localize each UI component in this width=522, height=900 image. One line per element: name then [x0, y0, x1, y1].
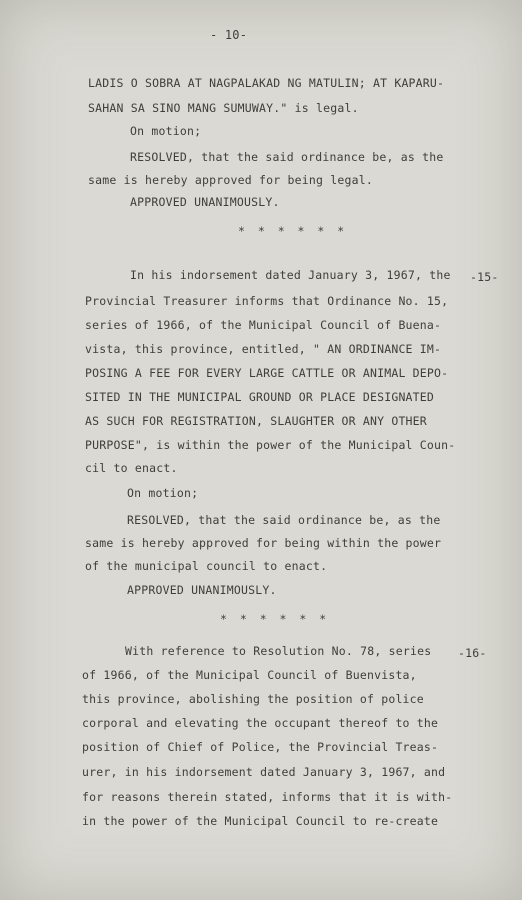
separator-stars: * * * * * * [238, 224, 348, 238]
text-line: in the power of the Municipal Council to re-create [82, 814, 439, 828]
margin-item-number: -15- [470, 270, 499, 284]
margin-item-number: -16- [458, 646, 487, 660]
text-line: this province, abolishing the position of police [82, 692, 424, 706]
text-line: of 1966, of the Municipal Council of Buenvista, [82, 668, 417, 682]
text-line: APPROVED UNANIMOUSLY. [130, 195, 280, 209]
text-line: PURPOSE", is within the power of the Municipal Coun- [85, 438, 456, 452]
text-line: LADIS O SOBRA AT NAGPALAKAD NG MATULIN; AT KAPARU- [88, 76, 445, 90]
text-line: of the municipal council to enact. [85, 559, 328, 573]
text-line: same is hereby approved for being within the power [85, 536, 442, 550]
text-line: RESOLVED, that the said ordinance be, as the [127, 513, 441, 527]
text-line: RESOLVED, that the said ordinance be, as the [130, 150, 444, 164]
text-line: position of Chief of Police, the Provincial Treas- [82, 740, 439, 754]
text-line: POSING A FEE FOR EVERY LARGE CATTLE OR ANIMAL DEPO- [85, 366, 449, 380]
text-line: In his indorsement dated January 3, 1967, the [130, 268, 451, 282]
text-line: cil to enact. [85, 461, 178, 475]
text-line: On motion; [127, 486, 199, 500]
text-line: On motion; [130, 124, 202, 138]
text-line: urer, in his indorsement dated January 3, 1967, and [82, 765, 446, 779]
text-line: series of 1966, of the Municipal Council of Buena- [85, 318, 442, 332]
text-line: SITED IN THE MUNICIPAL GROUND OR PLACE DESIGNATED [85, 390, 435, 404]
text-line: SAHAN SA SINO MANG SUMUWAY." is legal. [88, 101, 359, 115]
text-line: for reasons therein stated, informs that it is with- [82, 790, 453, 804]
text-line: vista, this province, entitled, " AN ORDINANCE IM- [85, 342, 442, 356]
text-line: AS SUCH FOR REGISTRATION, SLAUGHTER OR ANY OTHER [85, 414, 427, 428]
text-line: APPROVED UNANIMOUSLY. [127, 583, 277, 597]
text-line: With reference to Resolution No. 78, series [125, 644, 432, 658]
text-line: Provincial Treasurer informs that Ordinance No. 15, [85, 294, 449, 308]
text-line: corporal and elevating the occupant thereof to the [82, 716, 439, 730]
text-line: same is hereby approved for being legal. [88, 173, 373, 187]
page-number: - 10- [210, 28, 248, 42]
separator-stars: * * * * * * [220, 612, 330, 626]
